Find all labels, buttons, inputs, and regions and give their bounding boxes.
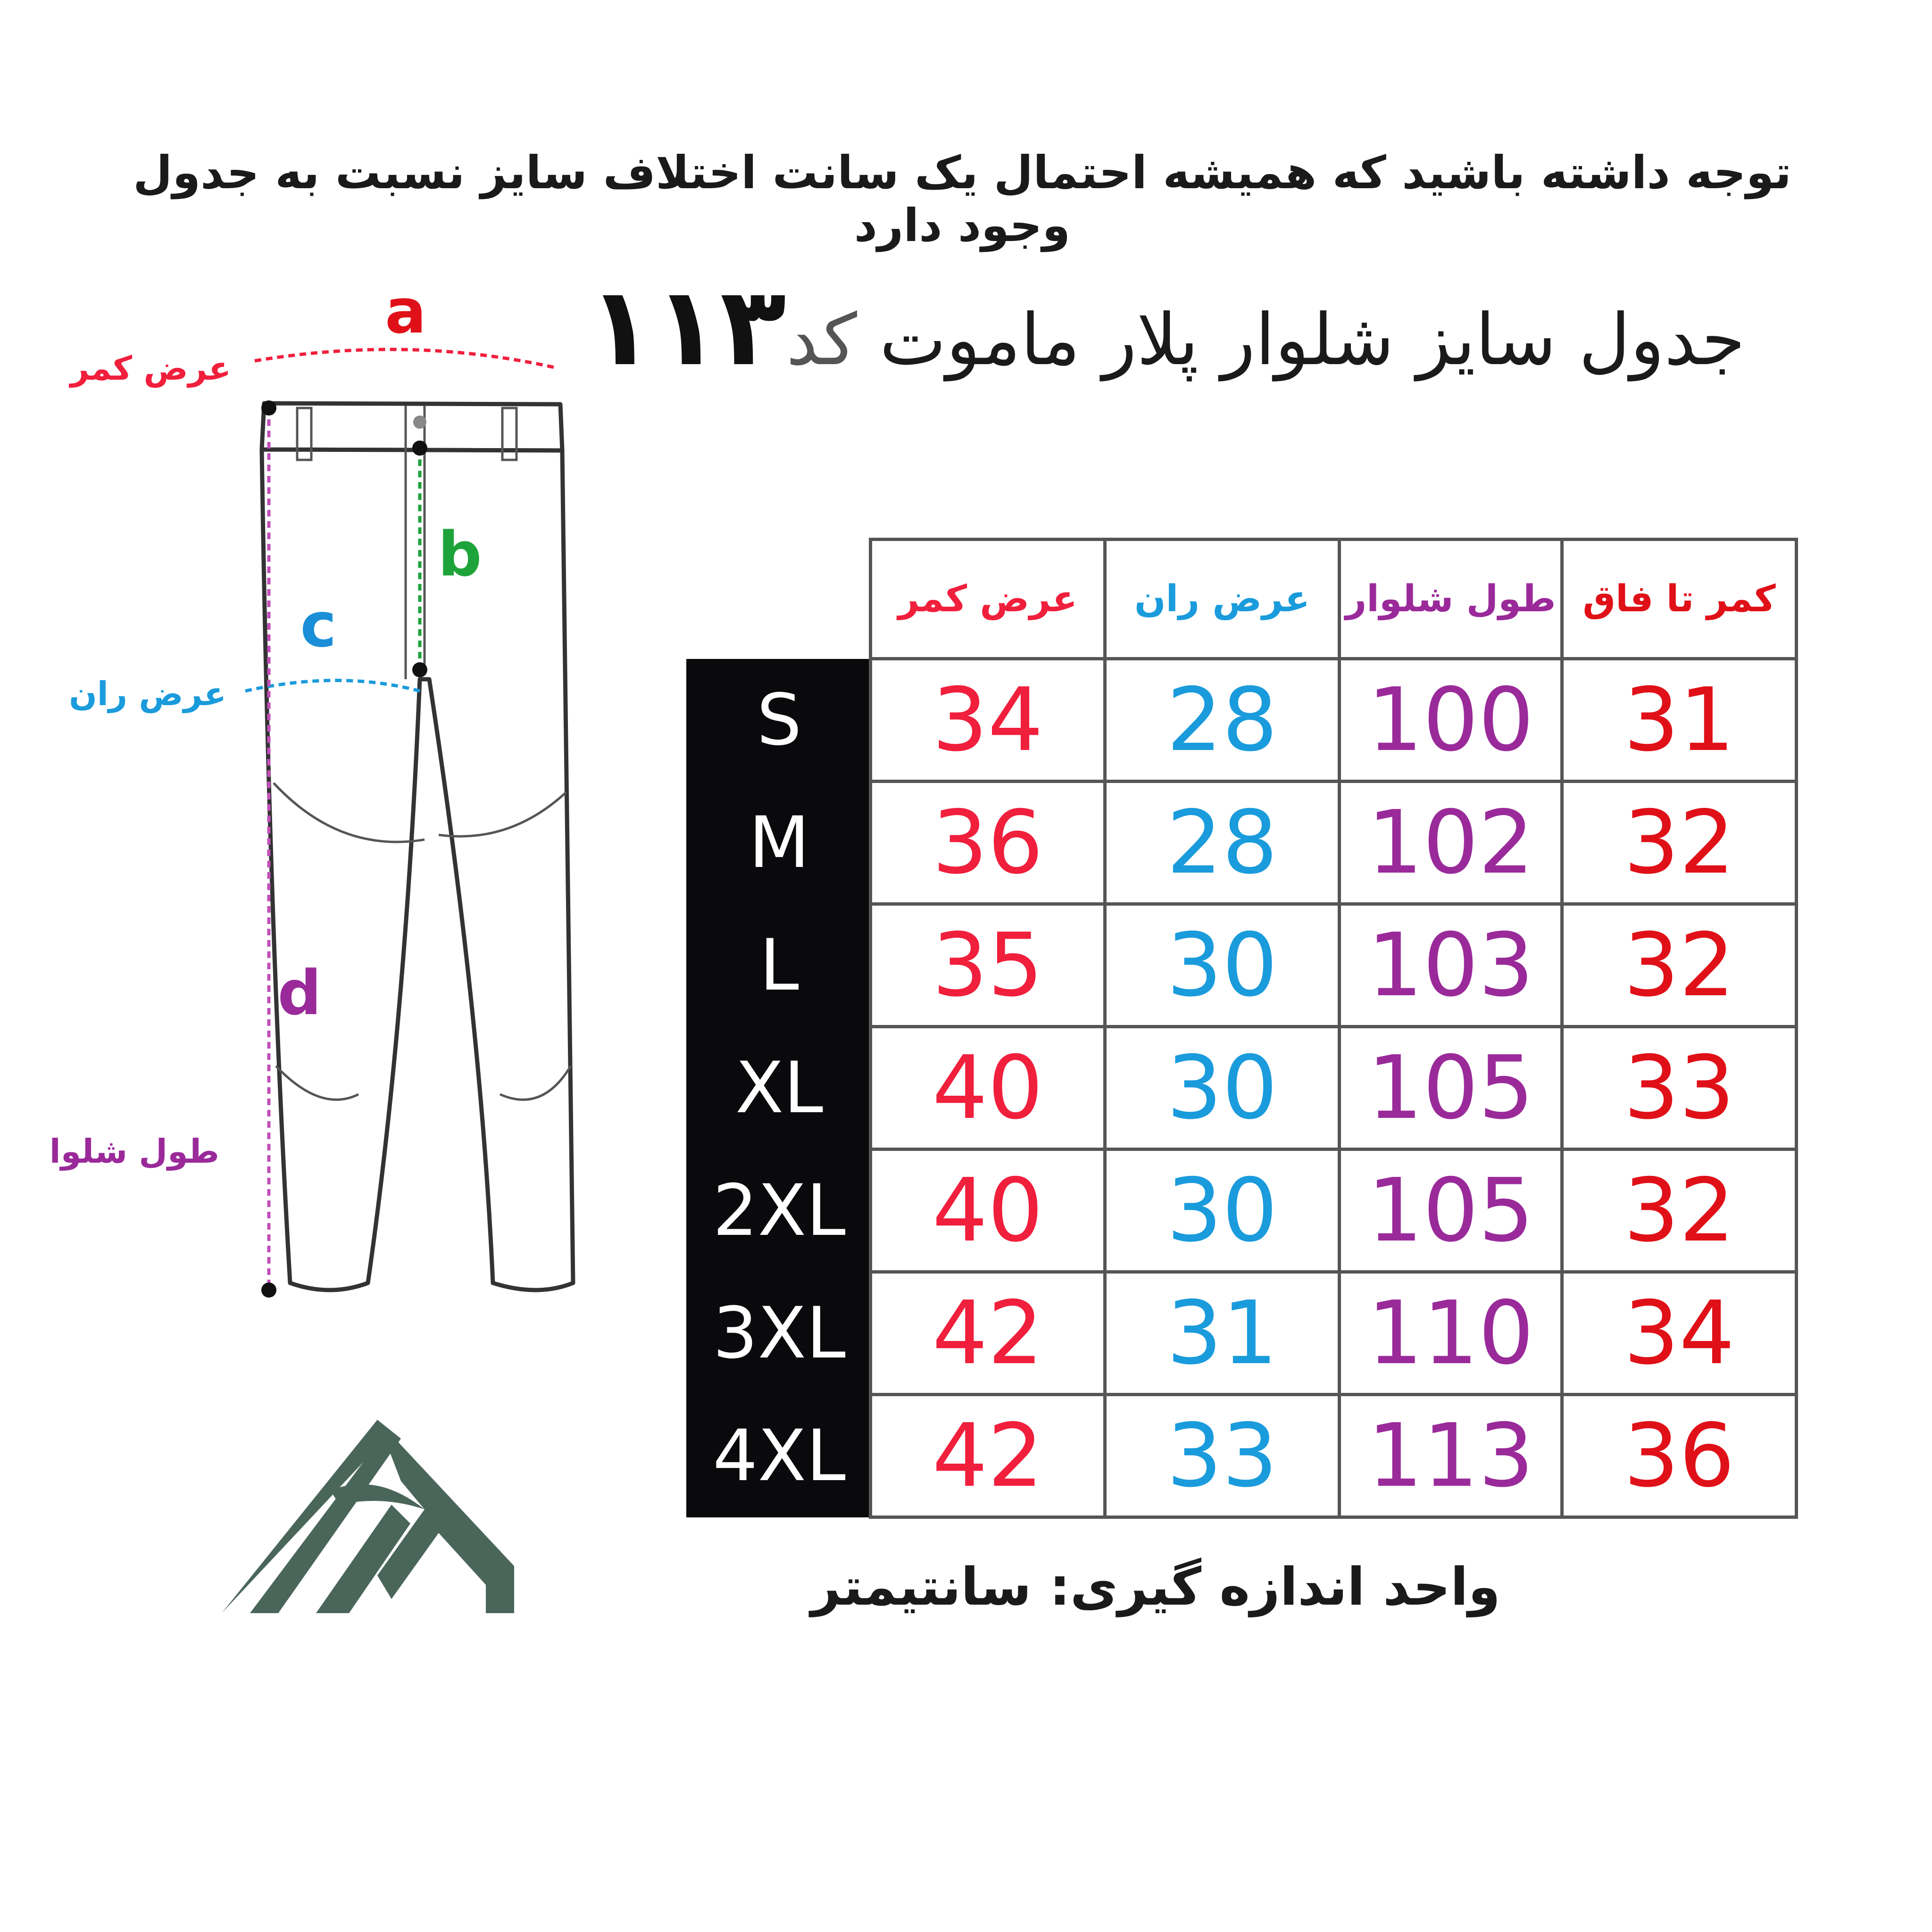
cell-rise: 36 (1562, 1395, 1797, 1517)
cell-thigh: 30 (1105, 904, 1340, 1027)
cell-thigh: 31 (1105, 1272, 1340, 1395)
table-row (688, 1027, 1797, 1149)
label-b-letter: b (438, 518, 482, 590)
table-row (688, 1395, 1797, 1517)
size-label: 3XL (688, 1272, 871, 1395)
cell-length: 105 (1340, 1149, 1562, 1272)
brand-logo (222, 1410, 514, 1618)
label-a-letter: a (385, 275, 426, 347)
pants-measurement-diagram (47, 264, 613, 1349)
cell-length: 100 (1340, 659, 1562, 782)
notice-text: توجه داشته باشید که همیشه احتمال یک سانت اختلاف سایز نسبت به جدول وجود دارد (133, 146, 1791, 252)
table-row (688, 904, 1797, 1027)
table-header-row (688, 540, 1797, 659)
cell-waist: 42 (871, 1395, 1105, 1517)
waist-arc (255, 350, 557, 368)
cell-thigh: 28 (1105, 782, 1340, 904)
cell-rise: 33 (1562, 1027, 1797, 1149)
cell-waist: 34 (871, 659, 1105, 782)
cell-length: 102 (1340, 782, 1562, 904)
cell-rise: 32 (1562, 782, 1797, 904)
title-code-number: ۱۱۳ (587, 264, 786, 390)
cell-rise: 32 (1562, 904, 1797, 1027)
cell-rise: 31 (1562, 659, 1797, 782)
cell-waist: 40 (871, 1027, 1105, 1149)
header-length: طول شلوار (1340, 540, 1562, 659)
cell-rise: 32 (1562, 1149, 1797, 1272)
cell-waist: 35 (871, 904, 1105, 1027)
cell-thigh: 30 (1105, 1027, 1340, 1149)
pants-outline (262, 403, 573, 1290)
cell-length: 103 (1340, 904, 1562, 1027)
measurement-unit-note: واحد اندازه گیری: سانتیمتر (810, 1557, 1501, 1617)
size-label: 4XL (688, 1395, 871, 1517)
cell-waist: 36 (871, 782, 1105, 904)
cell-length: 113 (1340, 1395, 1562, 1517)
page-title (587, 264, 1745, 390)
cell-waist: 40 (871, 1149, 1105, 1272)
header-thigh: عرض ران (1105, 540, 1340, 659)
cell-length: 105 (1340, 1027, 1562, 1149)
size-label: M (688, 782, 871, 904)
cell-thigh: 33 (1105, 1395, 1340, 1517)
table-row (688, 1149, 1797, 1272)
header-waist: عرض کمر (871, 540, 1105, 659)
table-row (688, 782, 1797, 904)
table-row (688, 1272, 1797, 1395)
label-a-text: عرض کمر (70, 349, 231, 388)
title-text: جدول سایز شلوار پلار ماموت (857, 299, 1745, 381)
table-corner (688, 540, 871, 659)
size-label: S (688, 659, 871, 782)
label-d-text: طول شلوار (47, 1132, 219, 1171)
table-row (688, 659, 1797, 782)
size-label: L (688, 904, 871, 1027)
title-code-label: کد (786, 299, 858, 381)
label-c-text: عرض ران (69, 675, 226, 713)
cell-rise: 34 (1562, 1272, 1797, 1395)
cell-waist: 42 (871, 1272, 1105, 1395)
cell-length: 110 (1340, 1272, 1562, 1395)
cell-thigh: 30 (1105, 1149, 1340, 1272)
header-rise: کمر تا فاق (1562, 540, 1797, 659)
size-label: 2XL (688, 1149, 871, 1272)
size-table (686, 538, 1798, 1519)
cell-thigh: 28 (1105, 659, 1340, 782)
label-d-letter: d (277, 957, 322, 1029)
label-c-letter: c (300, 589, 337, 661)
size-label: XL (688, 1027, 871, 1149)
